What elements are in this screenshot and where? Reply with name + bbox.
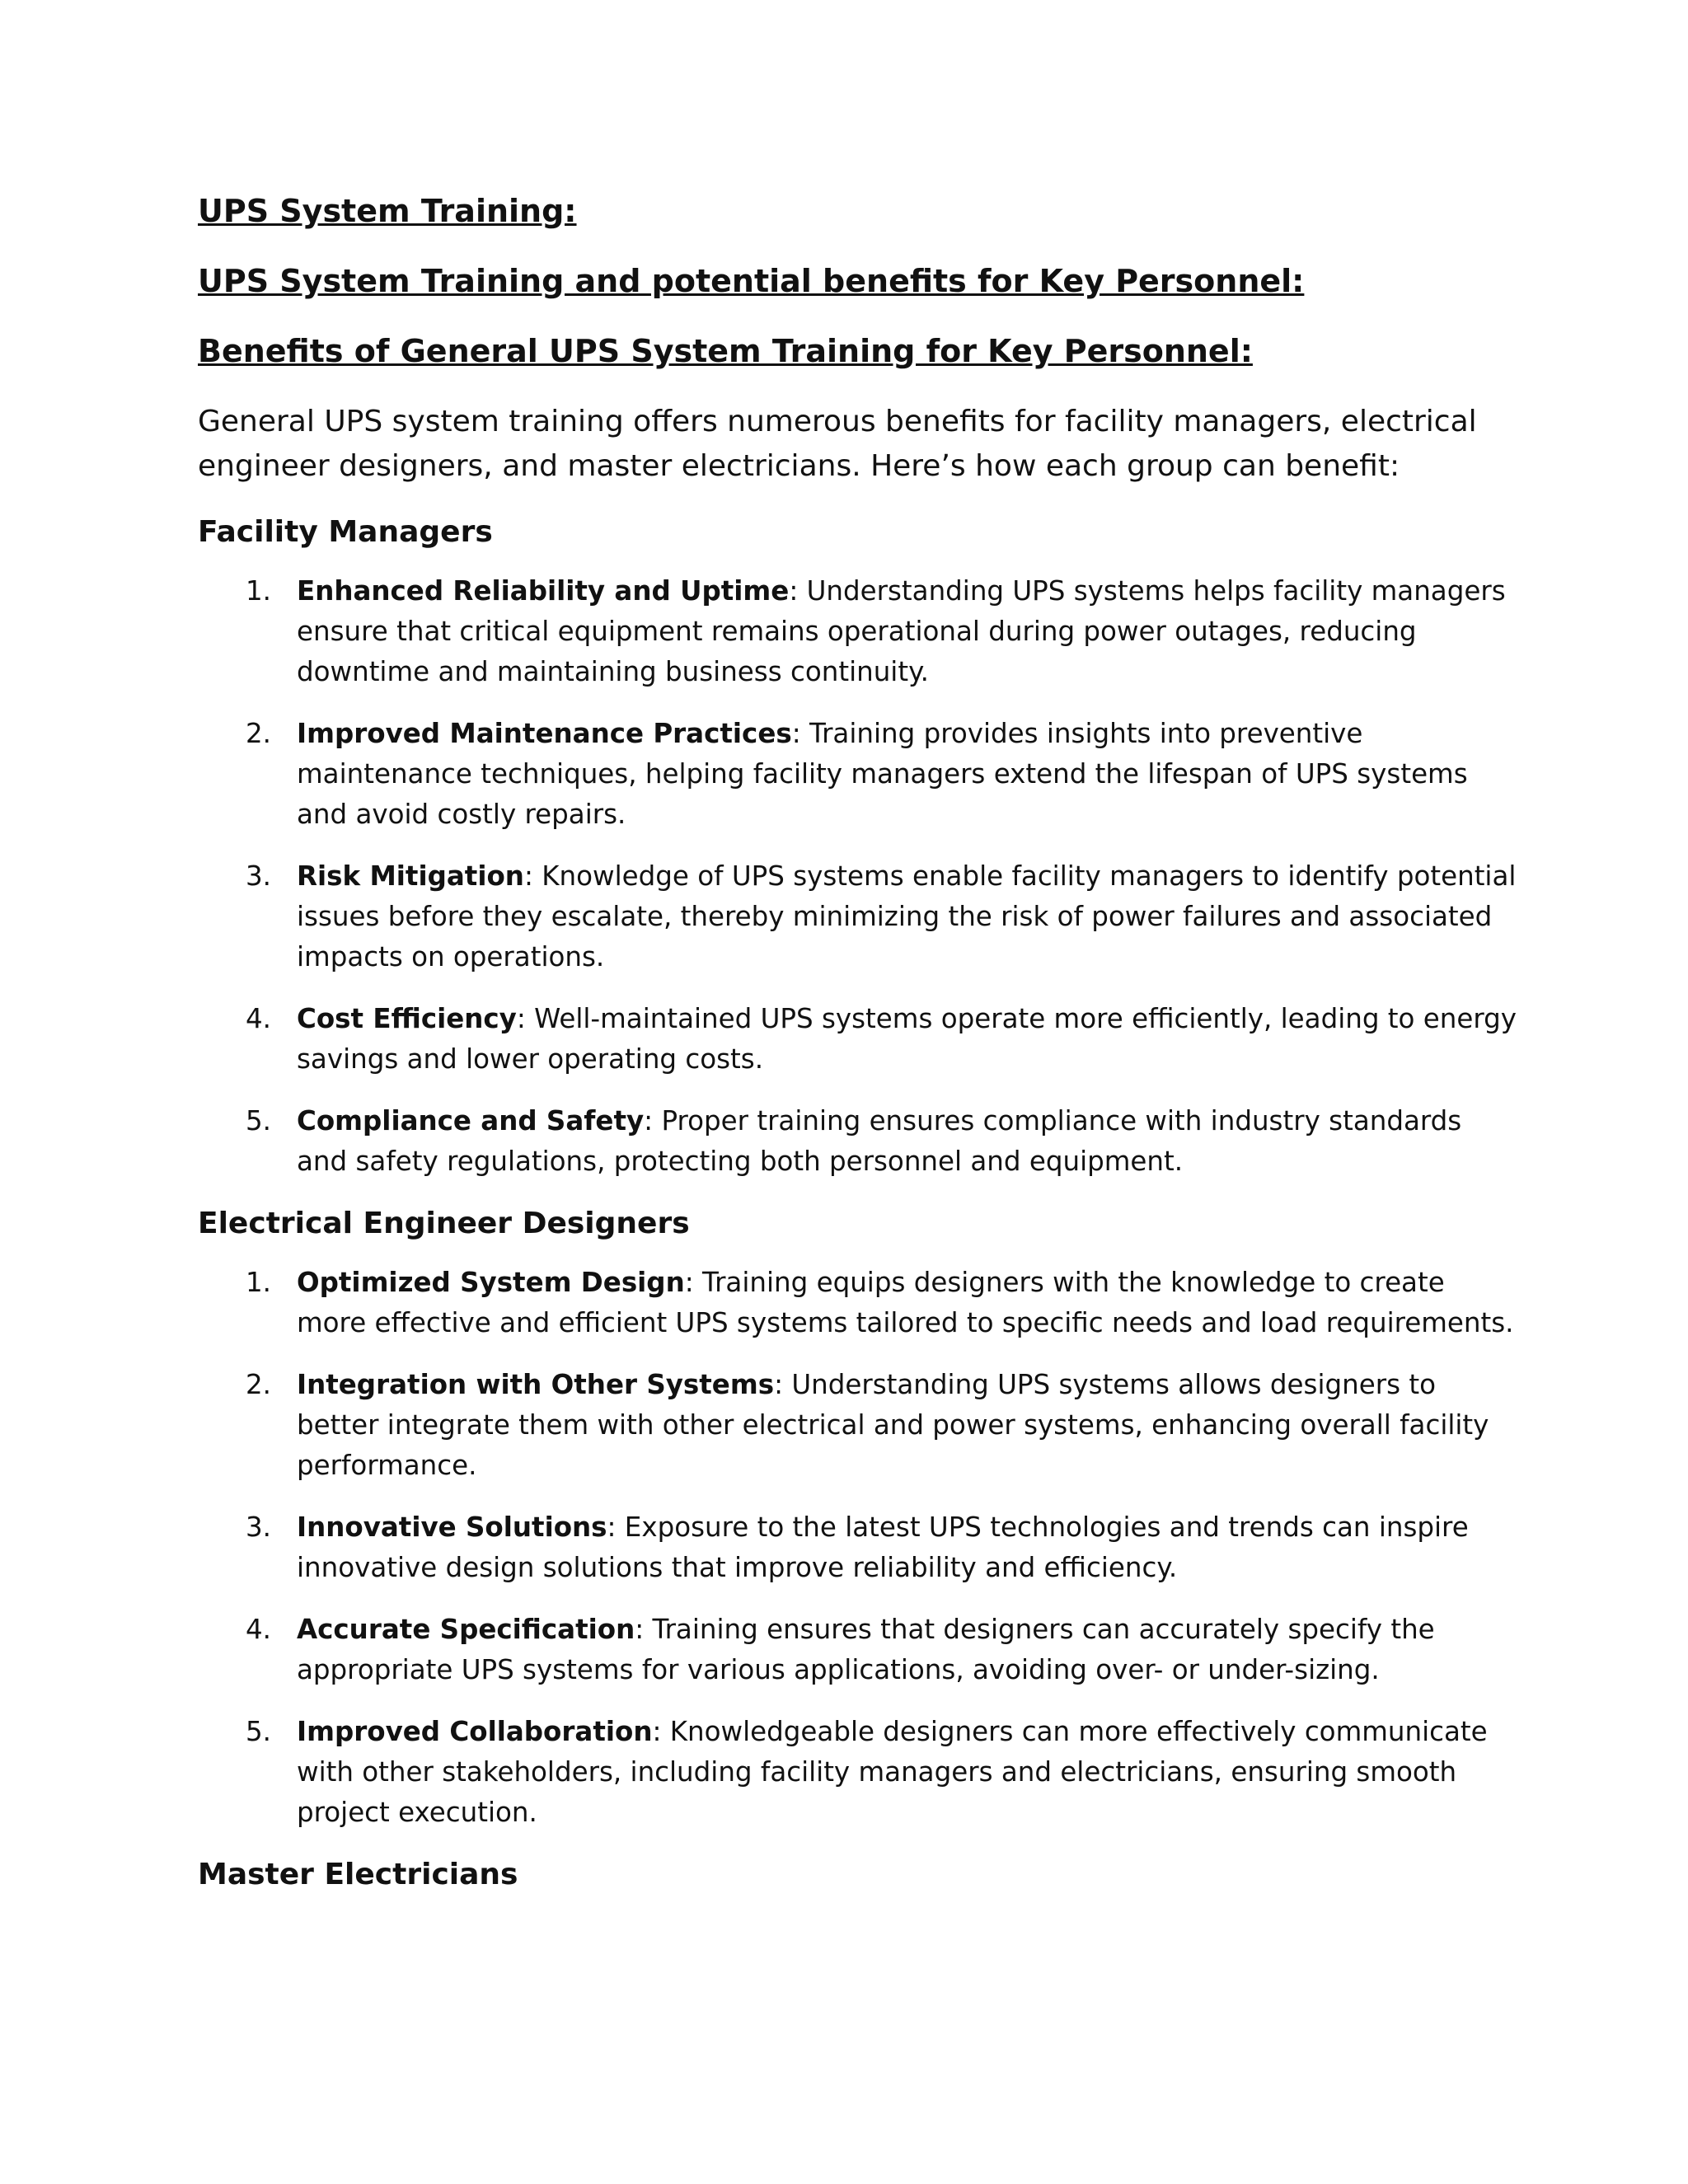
list-text: : Training ensures that designers can accurately specify the appropriate UPS systems for various applications, avoiding over- or under-sizing. [297,1614,1435,1685]
list-term: Compliance and Safety [297,1105,645,1137]
list-term: Risk Mitigation [297,860,524,892]
list-term: Accurate Specification [297,1614,635,1645]
list-text: : Knowledgeable designers can more effectively communicate with other stakeholders, including facility managers and electricians, ensuring smooth project execution. [297,1716,1488,1828]
list-number: 4. [246,1614,272,1645]
list-text: : Knowledge of UPS systems enable facility managers to identify potential issues before they escalate, thereby minimizing the risk of power failures and associated impacts on operations. [297,860,1517,972]
list-text: : Training equips designers with the knowledge to create more effective and efficient UPS systems tailored to specific needs and load requirements. [297,1267,1514,1338]
list-item [198,999,1517,1080]
list-number: 2. [246,718,272,749]
section-title-master-electricians: Master Electricians [198,1858,518,1891]
list-number: 5. [246,1105,272,1137]
list-text: : Understanding UPS systems allows designers to better integrate them with other electrical and power systems, enhancing overall facility performance. [297,1369,1489,1481]
list-item [198,1712,1517,1833]
list-term: Improved Collaboration [297,1716,653,1747]
list-text: : Training provides insights into preventive maintenance techniques, helping facility managers extend the lifespan of UPS systems and avoid costly repairs. [297,718,1468,830]
electrical-engineer-designers-list [198,1263,1517,1833]
list-term: Improved Maintenance Practices [297,718,792,749]
list-number: 5. [246,1716,272,1747]
section-title-facility-managers: Facility Managers [198,515,493,549]
list-item [198,856,1517,977]
list-text: : Proper training ensures compliance with industry standards and safety regulations, protecting both personnel and equipment. [297,1105,1462,1177]
list-text: : Well-maintained UPS systems operate more efficiently, leading to energy savings and lower operating costs. [297,1003,1517,1075]
list-item [198,1365,1517,1486]
heading-general-benefits: Benefits of General UPS System Training for Key Personnel: [198,333,1253,369]
list-item [198,571,1517,692]
list-number: 4. [246,1003,272,1034]
list-number: 3. [246,1511,272,1543]
list-item [198,1610,1517,1690]
list-text: : Exposure to the latest UPS technologies and trends can inspire innovative design solutions that improve reliability and efficiency. [297,1511,1469,1583]
heading-training-benefits: UPS System Training and potential benefits for Key Personnel: [198,263,1305,299]
list-number: 3. [246,860,272,892]
document-page [198,190,1517,1914]
facility-managers-list [198,571,1517,1182]
list-item [198,1263,1517,1343]
list-item [198,1101,1517,1182]
list-term: Innovative Solutions [297,1511,607,1543]
list-number: 1. [246,1267,272,1298]
heading-ups-system-training: UPS System Training: [198,193,577,229]
section-title-electrical-engineer-designers: Electrical Engineer Designers [198,1207,690,1240]
list-text: : Understanding UPS systems helps facility managers ensure that critical equipment remains operational during power outages, reducing downtime and maintaining business continuity. [297,575,1506,687]
list-term: Cost Efficiency [297,1003,517,1034]
list-term: Optimized System Design [297,1267,685,1298]
intro-paragraph: General UPS system training offers numerous benefits for facility managers, electrical engineer designers, and master electricians. Here’s how each group can benefit: [198,405,1477,483]
list-term: Integration with Other Systems [297,1369,775,1400]
list-number: 2. [246,1369,272,1400]
list-item [198,1507,1517,1588]
list-term: Enhanced Reliability and Uptime [297,575,790,607]
list-number: 1. [246,575,272,607]
list-item [198,714,1517,835]
